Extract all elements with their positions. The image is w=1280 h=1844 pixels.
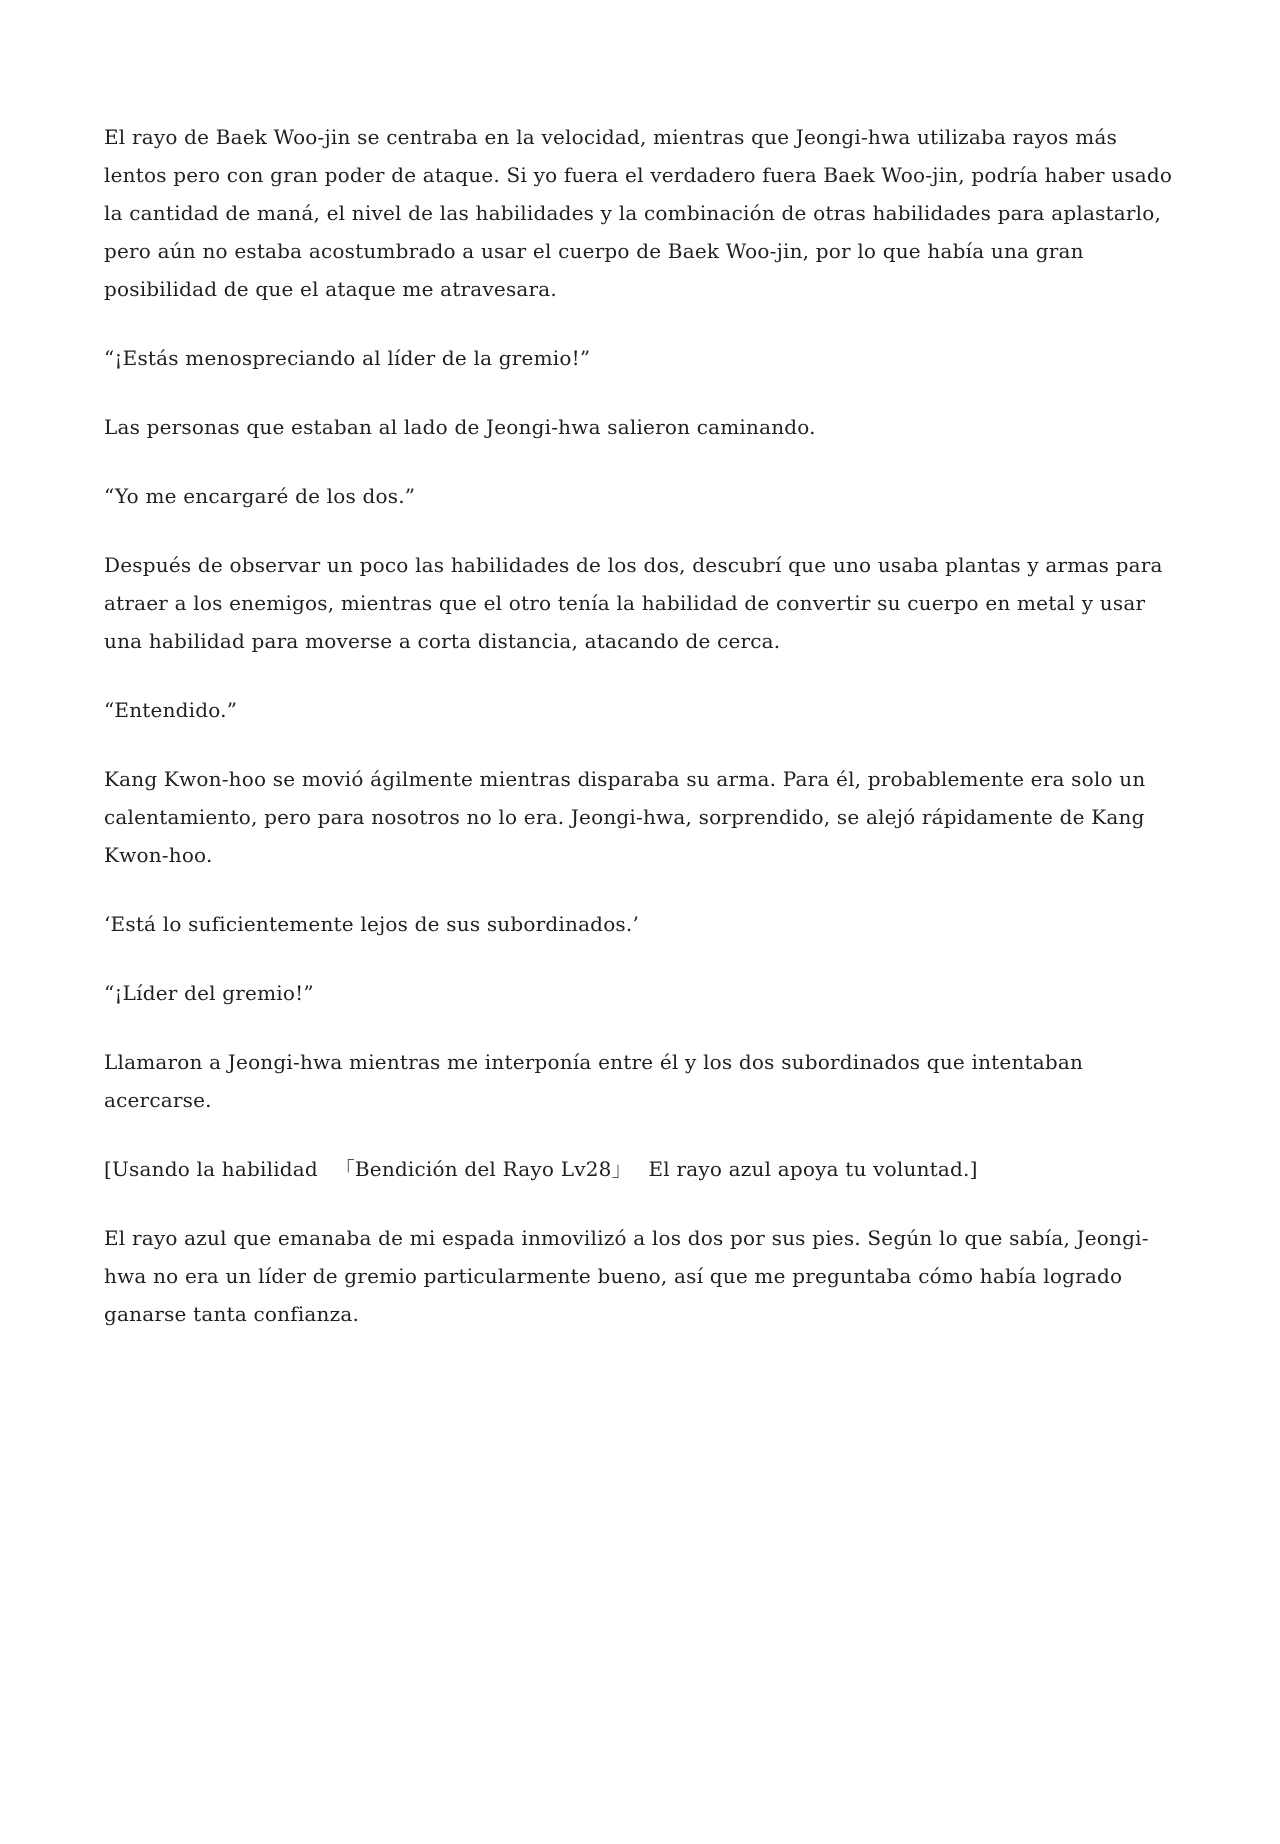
paragraph: “¡Estás menospreciando al líder de la gremio!” (104, 346, 591, 370)
paragraph: Llamaron a Jeongi-hwa mientras me interponía entre él y los dos subordinados que intentaban acercarse. (104, 1050, 1084, 1112)
paragraph: “Entendido.” (104, 698, 238, 722)
paragraph: “¡Líder del gremio!” (104, 981, 314, 1005)
paragraph: El rayo azul que emanaba de mi espada inmovilizó a los dos por sus pies. Según lo que sabía, Jeongi-hwa no era un líder de gremio particularmente bueno, así que me preguntaba cómo había logrado ganarse tanta confianza. (104, 1226, 1149, 1326)
paragraph: El rayo de Baek Woo-jin se centraba en la velocidad, mientras que Jeongi-hwa utilizaba rayos más lentos pero con gran poder de ataque. Si yo fuera el verdadero fuera Baek Woo-jin, podría haber usado la cantidad de maná, el nivel de las habilidades y la combinación de otras habilidades para aplastarlo, pero aún no estaba acostumbrado a usar el cuerpo de Baek Woo-jin, por lo que había una gran posibilidad de que el ataque me atravesara. (104, 125, 1173, 301)
chapter-text (104, 118, 1176, 1333)
paragraph: ‘Está lo suficientemente lejos de sus subordinados.’ (104, 912, 640, 936)
paragraph: Después de observar un poco las habilidades de los dos, descubrí que uno usaba plantas y armas para atraer a los enemigos, mientras que el otro tenía la habilidad de convertir su cuerpo en metal y usar una habilidad para moverse a corta distancia, atacando de cerca. (104, 553, 1163, 653)
paragraph: “Yo me encargaré de los dos.” (104, 484, 416, 508)
paragraph: Las personas que estaban al lado de Jeongi-hwa salieron caminando. (104, 415, 816, 439)
paragraph: [Usando la habilidad 「Bendición del Rayo Lv28」 El rayo azul apoya tu voluntad.] (104, 1157, 978, 1181)
paragraph: Kang Kwon-hoo se movió ágilmente mientras disparaba su arma. Para él, probablemente era solo un calentamiento, pero para nosotros no lo era. Jeongi-hwa, sorprendido, se alejó rápidamente de Kang Kwon-hoo. (104, 767, 1146, 867)
